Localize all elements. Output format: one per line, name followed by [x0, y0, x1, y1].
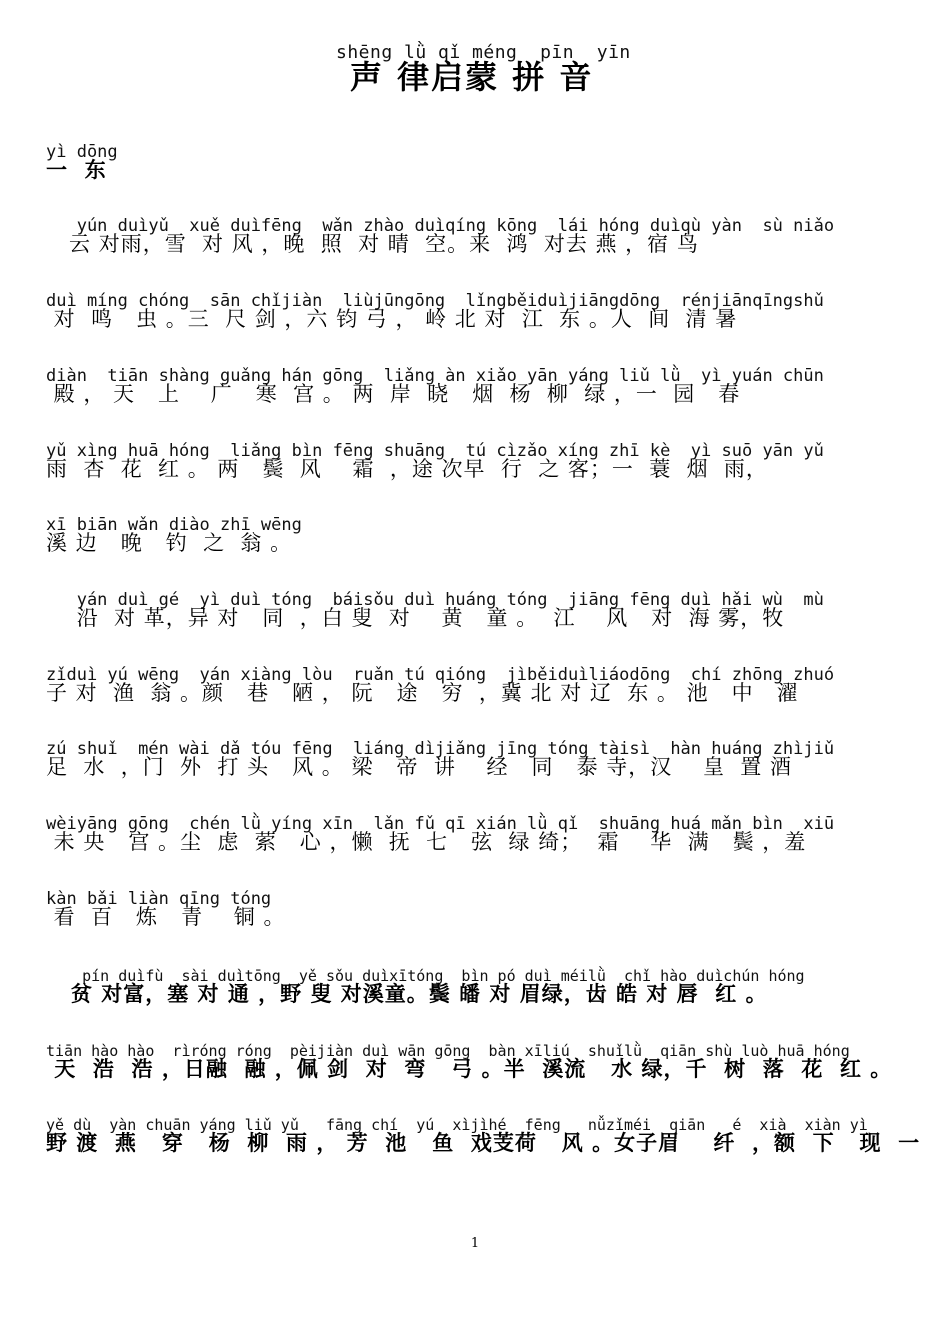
verse-pinyin: kàn bǎi liàn qīng tóng [46, 889, 272, 909]
verse-hanzi: 天 浩 浩 ，日融 融 ，佩 剑 对 弯 弓 。半 溪流 水 绿，千 树 落 花 红 。 [46, 1057, 893, 1081]
verse-hanzi: 溪 边 晚 钓 之 翁 。 [46, 531, 293, 555]
verse-pinyin: xī biān wǎn diào zhī wēng [46, 515, 302, 535]
verse-line [46, 814, 906, 854]
verse-pinyin: wèiyāng gōng chén lǜ yíng xīn lǎn fǔ qī xián lǜ qǐ shuāng huá mǎn bìn xiū [46, 814, 835, 834]
verse-line [46, 1115, 921, 1155]
verse-hanzi: 野 渡 燕 穿 杨 柳 雨 ， 芳 池 鱼 戏芰荷 风 。女子眉 纤 ，额 下 现 一 [46, 1131, 921, 1155]
verse-line [46, 216, 906, 256]
verse-pinyin: yě dù yàn chuān yáng liǔ yǔ fāng chí yú xìjìhé fēng nǚzǐméi qiān é xià xiàn yì [46, 1116, 868, 1134]
verse-pinyin: zǐduì yú wēng yán xiàng lòu ruǎn tú qióng jìběiduìliáodōng chí zhōng zhuó [46, 665, 835, 685]
verse-pinyin: diàn tiān shàng guǎng hán gōng liǎng àn xiǎo yān yáng liǔ lǜ yì yuán chūn [46, 366, 824, 386]
verse-hanzi: 子 对 渔 翁 。颜 巷 陋 ， 阮 途 穷 ，冀 北 对 辽 东 。 池 中 濯 [46, 681, 799, 705]
verse-hanzi: 未 央 宫 。尘 虑 萦 心 ，懒 抚 七 弦 绿 绮； 霜 华 满 鬓 ，羞 [46, 830, 807, 854]
verse-hanzi: 云 对雨，雪 对 风 ，晚 照 对 晴 空。来 鸿 对去 燕 ，宿 鸟 [46, 232, 699, 256]
verse-line [46, 366, 906, 406]
section-heading [46, 142, 906, 182]
verse-hanzi: 沿 对 革，异 对 同 ，白 叟 对 黄 童 。 江 风 对 海 雾，牧 [46, 606, 785, 630]
section-hanzi: 一 东 [46, 158, 107, 182]
page-number: 1 [470, 1236, 480, 1251]
verse-line [46, 515, 906, 555]
verse-line [46, 966, 906, 1006]
verse-pinyin: pín duìfù sài duìtōng yě sǒu duìxītóng bìn pó duì méilǜ chǐ hào duìchún hóng [46, 967, 805, 985]
verse-pinyin: duì míng chóng sān chǐjiàn liùjūngōng lǐngběiduìjiāngdōng rénjiānqīngshǔ [46, 291, 824, 311]
verse-hanzi: 殿 ， 天 上 广 寒 宫 。 两 岸 晓 烟 杨 柳 绿 ，一 园 春 [46, 382, 741, 406]
verse-hanzi: 雨 杏 花 红 。 两 鬓 风 霜 ，途 次早 行 之 客；一 蓑 烟 雨， [46, 457, 768, 481]
verse-pinyin: tiān hào hào rìróng róng pèijiàn duì wān gōng bàn xīliú shuǐlǜ qiān shù luò huā hóng [46, 1042, 850, 1060]
verse-line [46, 441, 906, 481]
verse-line [46, 739, 906, 779]
verse-line [46, 889, 906, 929]
verse-pinyin: zú shuǐ mén wài dǎ tóu fēng liáng dìjiǎng jīng tóng tàisì hàn huáng zhìjiǔ [46, 739, 835, 759]
section-pinyin: yì dōng [46, 142, 118, 162]
verse-line [46, 1041, 906, 1081]
verse-line [46, 665, 906, 705]
verse-hanzi: 贫 对富，塞 对 通 ，野 叟 对溪童。鬓 皤 对 眉绿，齿 皓 对 唇 红 。 [46, 982, 768, 1006]
verse-hanzi: 看 百 炼 青 铜 。 [46, 905, 286, 929]
verse-pinyin: yún duìyǔ xuě duìfēng wǎn zhào duìqíng kōng lái hóng duìqù yàn sù niǎo [46, 216, 835, 236]
verse-line [46, 291, 906, 331]
verse-pinyin: yǔ xìng huā hóng liǎng bìn fēng shuāng tú cìzǎo xíng zhī kè yì suō yān yǔ [46, 441, 824, 461]
verse-line [46, 590, 906, 630]
verse-pinyin: yán duì gé yì duì tóng báisǒu duì huáng tóng jiāng fēng duì hǎi wù mù [46, 590, 824, 610]
verse-hanzi: 足 水 ，门 外 打 头 风 。 梁 帝 讲 经 同 泰 寺，汉 皇 置 酒 [46, 755, 792, 779]
verse-hanzi: 对 鸣 虫 。三 尺 剑 ，六 钧 弓 ， 岭 北 对 江 东 。人 间 清 暑 [46, 307, 738, 331]
page-title: 声 律启蒙 拼 音 [350, 58, 594, 96]
title-pinyin: shēng lǜ qǐ méng pīn yīn [336, 42, 631, 63]
